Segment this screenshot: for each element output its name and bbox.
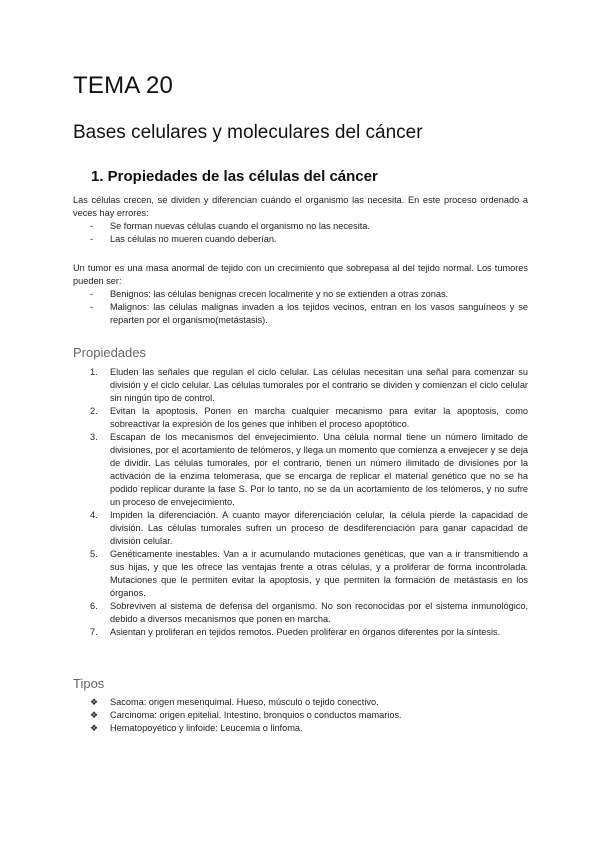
tipos-block <box>73 696 528 735</box>
propiedades-heading: Propiedades <box>73 345 146 360</box>
tipos-heading: Tipos <box>73 676 105 691</box>
list-item <box>73 431 528 509</box>
item-number: 5. <box>90 549 98 559</box>
item-text: Hematopoyético y linfoide: Leucemia o linfoma. <box>110 723 303 733</box>
tipos-list <box>73 696 528 735</box>
intro-paragraph: Las células crecen, se dividen y diferencian cuándo el organismo las necesita. En este proceso ordenado a veces hay errores: <box>73 195 528 218</box>
propiedades-block <box>73 366 528 639</box>
list-item <box>73 696 528 709</box>
list-item <box>73 366 528 405</box>
item-text: Impiden la diferenciación. A cuanto mayor diferenciación celular, la célula pierde la capacidad de división. Las células tumorales sufren un proceso de desdiferenciación para ganar capacidad de división celular. <box>110 510 528 546</box>
item-text: Genéticamente inestables. Van a ir acumulando mutaciones genéticas, que van a ir transmitiendo a sus hijas, y que les ofrece las ventajas frente a otras células, y a proliferar de forma incontrolada. Mutaciones que le permiten evitar la apoptosis, y que permiten la formación de metástasis en los órganos. <box>110 549 528 598</box>
tema-title: TEMA 20 <box>73 72 174 99</box>
item-number: 4. <box>90 510 98 520</box>
item-text: Carcinoma: origen epitelial. Intestino, bronquios o conductos mamarios. <box>110 710 402 720</box>
tumor-paragraph: Un tumor es una masa anormal de tejido con un crecimiento que sobrepasa al del tejido normal. Los tumores pueden ser: <box>73 263 528 286</box>
list-item <box>73 722 528 735</box>
tumor-block <box>73 262 528 327</box>
list-item: - Benignos: las células benignas crecen localmente y no se extienden a otras zonas. <box>73 288 528 301</box>
item-text: Asientan y proliferan en tejidos remotos. Pueden proliferar en órganos diferentes por la síntesis. <box>110 627 501 637</box>
list-item <box>73 626 528 639</box>
item-text: Sacoma: origen mesenquimal. Hueso, músculo o tejido conectivo. <box>110 697 379 707</box>
list-item <box>73 548 528 600</box>
tumor-list <box>73 288 528 327</box>
list-item: - Las células no mueren cuando deberían. <box>73 233 528 246</box>
list-item: - Malignos: las células malignas invaden a los tejidos vecinos, entran en los vasos sanguíneos y se reparten por el organismo(metástasis). <box>73 301 528 327</box>
item-number: 7. <box>90 627 98 637</box>
item-number: 1. <box>90 367 98 377</box>
item-text: Evitan la apoptosis. Ponen en marcha cualquier mecanismo para evitar la apoptosis, como sobreactivar la expresión de los genes que inhiben el proceso apoptótico. <box>110 406 528 429</box>
propiedades-list <box>73 366 528 639</box>
list-item <box>73 509 528 548</box>
diamond-bullet-icon: ❖ <box>90 723 99 733</box>
diamond-bullet-icon: ❖ <box>90 710 99 720</box>
section-title: Bases celulares y moleculares del cáncer <box>73 122 423 143</box>
list-item <box>73 600 528 626</box>
item-number: 3. <box>90 432 98 442</box>
list-item: - Se forman nuevas células cuando el organismo no las necesita. <box>73 220 528 233</box>
item-text: Escapan de los mecanismos del envejecimiento. Una célula normal tiene un número limitado de divisiones, por el acortamiento de telómeros, y llega un momento que comienza a envejecer y se deja de dividir. Las células tumorales, por el contrario, tienen un número ilimitado de divisiones por la activación de la enzima telomerasa, que se encarga de replicar el material genético que no se ha podido replicar durante la fase S. Por lo tanto, no se da un acortamiento de los telómeros, y no sufre un proceso de envejecimiento. <box>110 432 528 507</box>
list-item <box>73 709 528 722</box>
item-number: 6. <box>90 601 98 611</box>
item-text: Eluden las señales que regulan el ciclo celular. Las células necesitan una señal para comenzar su división y el ciclo celular. Las células tumorales por el contrario se dividen y comienzan el ciclo celular sin ningún tipo de control. <box>110 367 528 403</box>
diamond-bullet-icon: ❖ <box>90 697 99 707</box>
intro-list <box>73 220 528 246</box>
list-item <box>73 405 528 431</box>
intro-block <box>73 194 528 246</box>
item-number: 2. <box>90 406 98 416</box>
subsection-title: 1. Propiedades de las células del cáncer <box>91 168 378 185</box>
item-text: Sobreviven al sistema de defensa del organismo. No son reconocidas por el sistema inmunológico, debido a diversos mecanismos que ponen en marcha. <box>110 601 528 624</box>
